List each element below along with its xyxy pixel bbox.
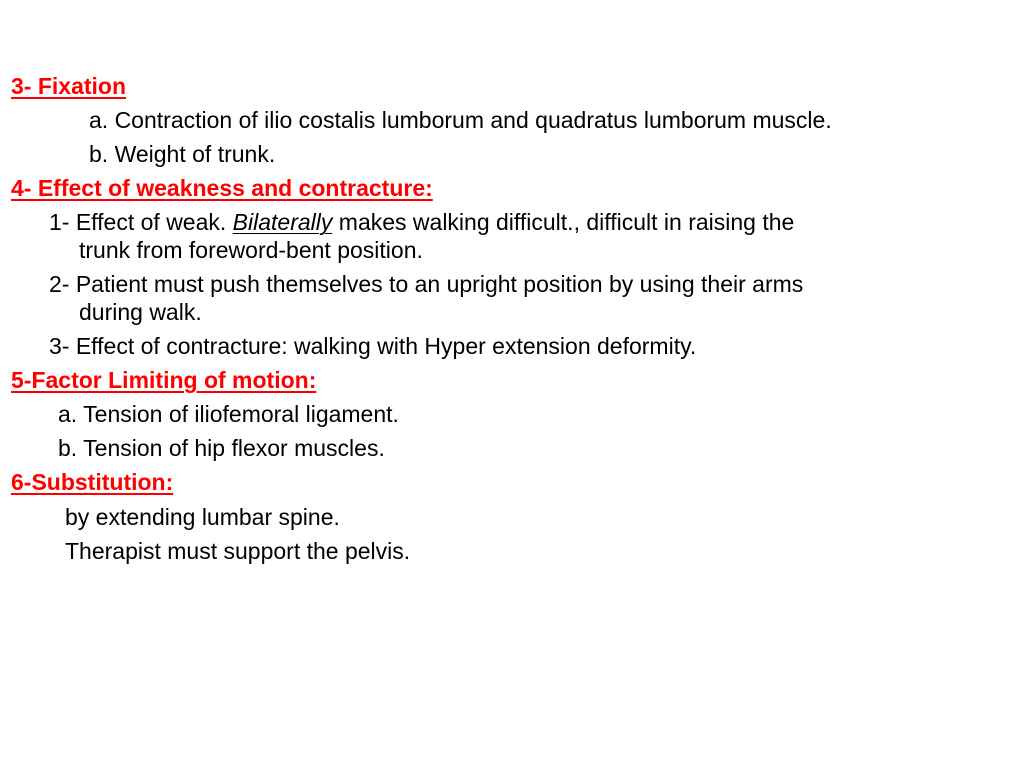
section-heading-limiting: 5-Factor Limiting of motion:	[11, 367, 317, 393]
section-heading-substitution: 6-Substitution:	[11, 469, 174, 495]
weakness-item-3: 3- Effect of contracture: walking with Hyper extension deformity.	[49, 333, 697, 359]
substitution-line-2: Therapist must support the pelvis.	[65, 538, 411, 564]
weakness-item-1	[49, 208, 794, 236]
section-heading-weakness: 4- Effect of weakness and contracture:	[11, 175, 433, 201]
weakness-item-1-emphasis: Bilaterally	[232, 209, 333, 235]
weakness-item-1-rest: makes walking difficult., difficult in raising the	[332, 209, 795, 235]
limiting-item-a: a. Tension of iliofemoral ligament.	[58, 401, 399, 427]
fixation-item-b: b. Weight of trunk.	[89, 141, 276, 167]
weakness-item-1-prefix: 1- Effect of weak.	[49, 209, 233, 235]
substitution-line-1: by extending lumbar spine.	[65, 504, 340, 530]
weakness-item-2: 2- Patient must push themselves to an upright position by using their arms	[49, 271, 804, 297]
fixation-item-a: a. Contraction of ilio costalis lumborum and quadratus lumborum muscle.	[89, 107, 832, 133]
weakness-item-1-continuation: trunk from foreword-bent position.	[79, 237, 423, 263]
section-heading-fixation: 3- Fixation	[11, 73, 127, 99]
limiting-item-b: b. Tension of hip flexor muscles.	[58, 435, 385, 461]
weakness-item-2-continuation: during walk.	[79, 299, 202, 325]
